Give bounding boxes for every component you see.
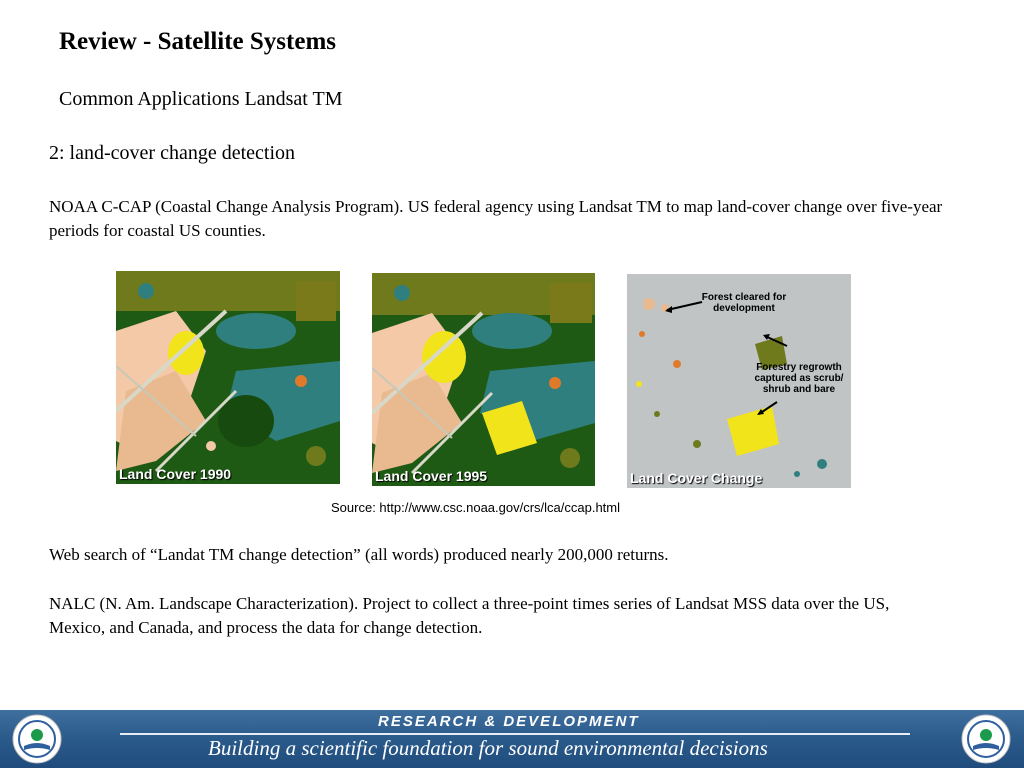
annotation-forest-cleared: Forest cleared for development <box>701 292 787 314</box>
paragraph-ccap: NOAA C-CAP (Coastal Change Analysis Program). US federal agency using Landsat TM to map land-cover change over five-year periods for coastal US counties. <box>49 197 943 240</box>
paragraph-web-search: Web search of “Landat TM change detection” (all words) produced nearly 200,000 returns. <box>49 545 669 564</box>
land-cover-1990-map <box>116 271 340 484</box>
source-citation: Source: http://www.csc.noaa.gov/crs/lca/ccap.html <box>331 500 621 515</box>
map3-caption: Land Cover Change <box>630 470 763 486</box>
epa-seal-icon <box>12 714 62 764</box>
footer-title: RESEARCH & DEVELOPMENT <box>378 713 640 730</box>
land-cover-change-map <box>627 274 851 488</box>
slide-title: Review - Satellite Systems <box>59 28 337 55</box>
section-heading: 2: land-cover change detection <box>49 142 295 164</box>
footer-divider <box>120 733 910 735</box>
epa-seal-icon <box>961 714 1011 764</box>
slide-subtitle: Common Applications Landsat TM <box>59 88 343 110</box>
paragraph-nalc: NALC (N. Am. Landscape Characterization). Project to collect a three-point times series of Landsat MSS data over the US, Mexico, and Canada, and process the data for change detection. <box>49 594 890 637</box>
land-cover-1995-map <box>372 273 595 486</box>
footer-tagline: Building a scientific foundation for sound environmental decisions <box>208 736 768 760</box>
map1-caption: Land Cover 1990 <box>119 466 232 482</box>
annotation-forestry-regrowth: Forestry regrowth captured as scrub/ shrub and bare <box>754 362 844 395</box>
map2-caption: Land Cover 1995 <box>375 468 488 484</box>
footer-banner <box>0 710 1024 768</box>
